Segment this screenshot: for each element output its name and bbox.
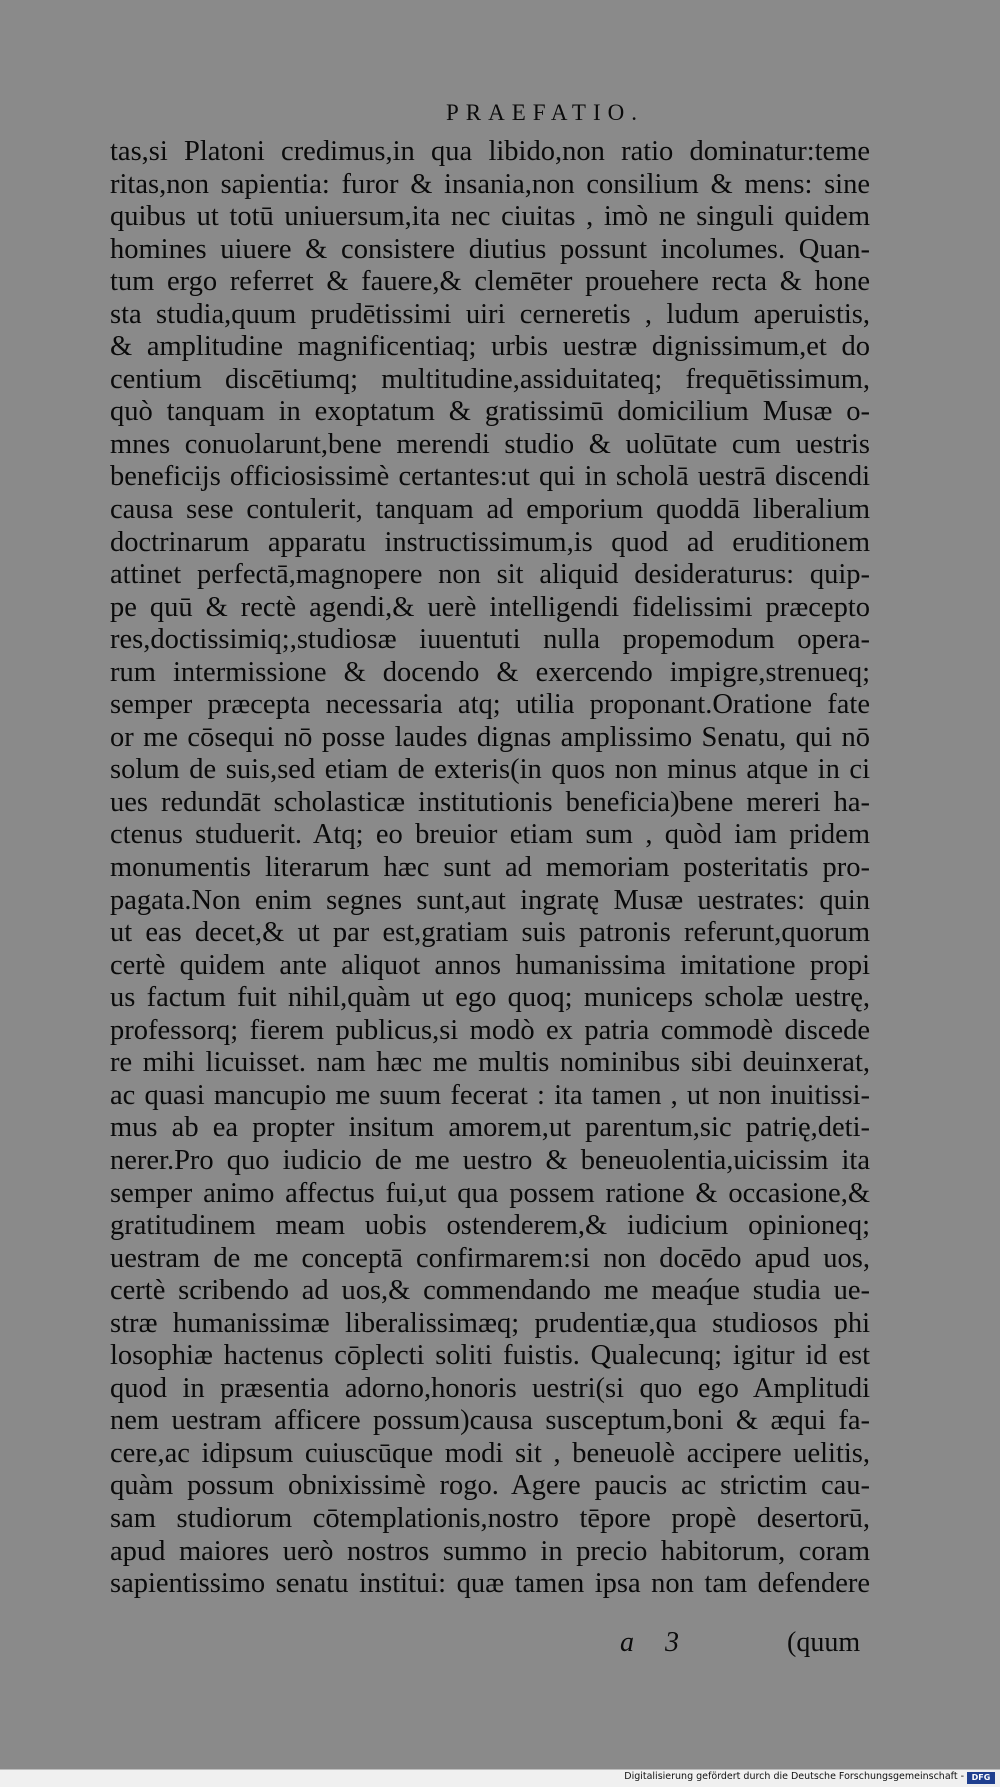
text-line: pagata.Non enim segnes sunt,aut ingratę Musæ uestrates: quin: [110, 884, 870, 916]
text-line: mus ab ea propter insitum amorem,ut parentum,sic patrię,deti-: [110, 1112, 870, 1144]
text-line: res,doctissimiq;,studiosæ iuuentuti nulla propemodum opera-: [110, 624, 870, 656]
text-line: semper præcepta necessaria atq; utilia proponant.Oratione fate: [110, 689, 870, 721]
text-line: nem uestram afficere possum)causa susceptum,boni & æqui fa-: [110, 1405, 870, 1437]
credit-text: Digitalisierung gefördert durch die Deutsche Forschungsgemeinschaft -: [624, 1771, 964, 1782]
text-line: rum intermissione & docendo & exercendo impigre,strenueq;: [110, 656, 870, 688]
signature-mark: a 3: [620, 1627, 691, 1658]
text-line: causa sese contulerit, tanquam ad emporium quoddā liberalium: [110, 494, 870, 526]
text-line: solum de suis,sed etiam de exteris(in quos non minus atque in ci: [110, 754, 870, 786]
text-line: ues redundāt scholasticæ institutionis beneficia)bene mereri ha-: [110, 786, 870, 818]
text-line: homines uiuere & consistere diutius possunt incolumes. Quan-: [110, 233, 870, 265]
text-line: pe quū & rectè agendi,& uerè intelligendi fidelissimi præcepto: [110, 591, 870, 623]
text-line: gratitudinem meam uobis ostenderem,& iudicium opinioneq;: [110, 1210, 870, 1242]
text-line: cere,ac idipsum cuiuscūque modi sit , beneuolè accipere uelitis,: [110, 1437, 870, 1469]
text-line: apud maiores uerò nostros summo in precio habitorum, coram: [110, 1535, 870, 1567]
text-line: doctrinarum apparatu instructissimum,is quod ad eruditionem: [110, 526, 870, 558]
text-line: us factum fuit nihil,quàm ut ego quoq; municeps scholæ uestrę,: [110, 982, 870, 1014]
text-line: sta studia,quum prudētissimi uiri cerneretis , ludum aperuistis,: [110, 298, 870, 330]
digitization-credit-bar: [0, 1769, 1000, 1787]
text-line: beneficijs officiosissimè certantes:ut qui in scholā uestrā discendi: [110, 461, 870, 493]
text-line: ctenus studuerit. Atq; eo breuior etiam sum , quòd iam pridem: [110, 819, 870, 851]
text-line: quò tanquam in exoptatum & gratissimū domicilium Musæ o-: [110, 396, 870, 428]
catchword: (quum: [787, 1627, 861, 1658]
text-line: ritas,non sapientia: furor & insania,non consilium & mens: sine: [110, 168, 870, 200]
text-line: ut eas decet,& ut par est,gratiam suis patronis referunt,quorum: [110, 917, 870, 949]
text-line: centium discētiumq; multitudine,assiduitateq; frequētissimum,: [110, 363, 870, 395]
text-line: & amplitudine magnificentiaq; urbis uestræ dignissimum,et do: [110, 331, 870, 363]
text-line: certè scribendo ad uos,& commendando me meaq́ue studia ue-: [110, 1275, 870, 1307]
text-line: ac quasi mancupio me suum fecerat : ita tamen , ut non inuitissi-: [110, 1079, 870, 1111]
text-line: or me cōsequi nō posse laudes dignas amplissimo Senatu, qui nō: [110, 721, 870, 753]
text-line: semper animo affectus fui,ut qua possem ratione & occasione,&: [110, 1177, 870, 1209]
text-line: losophiæ hactenus cōplecti soliti fuistis. Qualecunq; igitur id est: [110, 1340, 870, 1372]
text-line: tum ergo referret & fauere,& clemēter prouehere recta & hone: [110, 266, 870, 298]
text-line: re mihi licuisset. nam hæc me multis nominibus sibi deuinxerat,: [110, 1047, 870, 1079]
text-line: monumentis literarum hæc sunt ad memoriam posteritatis pro-: [110, 852, 870, 884]
text-line: sapientissimo senatu institui: quæ tamen ipsa non tam defendere: [110, 1568, 870, 1600]
text-line: quibus ut totū uniuersum,ita nec ciuitas , imò ne singuli quidem: [110, 201, 870, 233]
text-line: quàm possum obnixissimè rogo. Agere paucis ac strictim cau-: [110, 1470, 870, 1502]
page-footer: [0, 1627, 1000, 1663]
text-line: nerer.Pro quo iudicio de me uestro & beneuolentia,uicissim ita: [110, 1144, 870, 1176]
text-line: tas,si Platoni credimus,in qua libido,non ratio dominatur:teme: [110, 136, 870, 167]
text-line: quod in præsentia adorno,honoris uestri(si quo ego Amplitudi: [110, 1372, 870, 1404]
text-line: sam studiorum cōtemplationis,nostro tēpore propè desertorū,: [110, 1502, 870, 1534]
text-line: certè quidem ante aliquot annos humanissima imitatione propi: [110, 949, 870, 981]
text-line: attinet perfectā,magnopere non sit aliquid desideraturus: quip-: [110, 559, 870, 591]
text-line: stræ humanissimæ liberalissimæq; prudentiæ,qua studiosos phi: [110, 1307, 870, 1339]
running-title: PRAEFATIO.: [445, 100, 644, 125]
body-text: [110, 136, 870, 1601]
text-line: professorq; fierem publicus,si modò ex patria commodè discede: [110, 1014, 870, 1046]
dfg-logo-icon: DFG: [967, 1772, 995, 1784]
text-line: uestram de me conceptā confirmarem:si non docēdo apud uos,: [110, 1242, 870, 1274]
text-line: mnes conuolarunt,bene merendi studio & uolūtate cum uestris: [110, 428, 870, 460]
